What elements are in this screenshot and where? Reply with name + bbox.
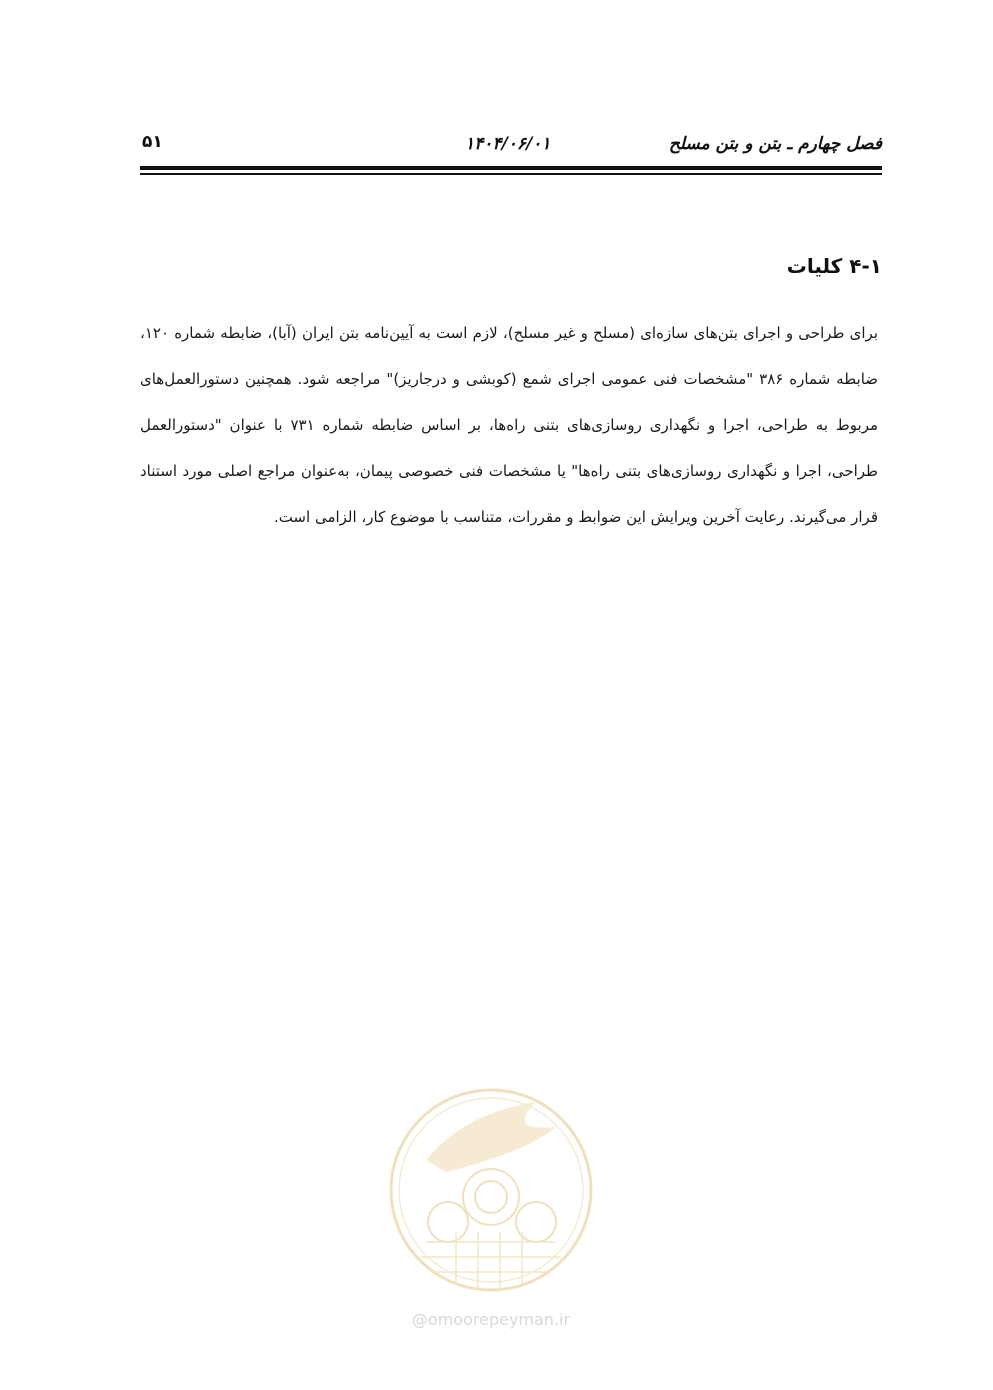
- header-date: ۱۴۰۴/۰۶/۰۱: [465, 134, 551, 154]
- watermark: [386, 1072, 596, 1342]
- omoore-peyman-logo-icon: [386, 1072, 596, 1307]
- chapter-title: فصل چهارم ـ بتن و بتن مسلح: [668, 134, 882, 154]
- header-rule-thin: [140, 173, 882, 175]
- section-paragraph: برای طراحی و اجرای بتن‌های سازه‌ای (مسلح و غیر مسلح)، لازم است به آیین‌نامه بتن ایران (آبا)، ضابطه شماره ۱۲۰، ضابطه شماره ۳۸۶ "مشخصات فنی عمومی اجرای شمع (کوبشی و درجاریز)" مراجعه شود. همچنین دستورالعمل‌های مربوط به طراحی، اجرا و نگهداری روسازی‌های بتنی راه‌ها، بر اساس ضابطه شماره ۷۳۱ با عنوان "دستورالعمل طراحی، اجرا و نگهداری روسازی‌های بتنی راه‌ها" یا مشخصات فنی خصوصی پیمان، به‌عنوان مراجع اصلی مورد استناد قرار می‌گیرند. رعایت آخرین ویرایش این ضوابط و مقررات، متناسب با موضوع کار، الزامی است.: [140, 324, 879, 526]
- watermark-site: @omoorepeyman.ir: [411, 1310, 571, 1329]
- page-header: [140, 128, 882, 164]
- section-title: ۴-۱ کلیات: [786, 254, 882, 278]
- header-rule-thick: [140, 166, 882, 170]
- page-number: ۵۱: [142, 132, 163, 152]
